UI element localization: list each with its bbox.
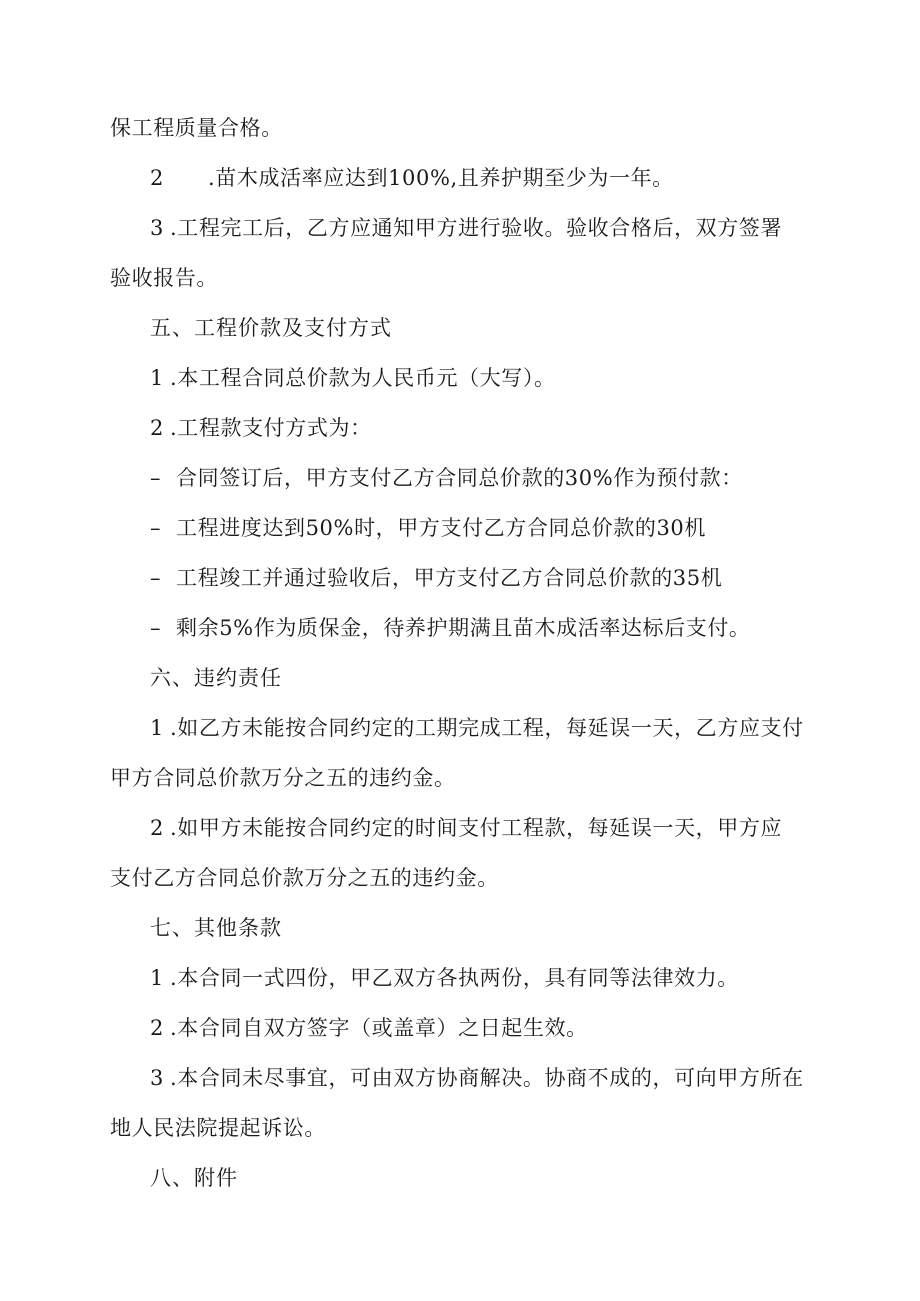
item-text: 合同签订后，甲方支付乙方合同总价款的30%作为预付款：	[176, 466, 743, 490]
item-number: 2	[150, 1016, 164, 1040]
text: 保工程质量合格。	[110, 116, 283, 140]
list-item-quality-2	[150, 163, 674, 193]
item-text: .本合同未尽事宜，可由双方协商解决。协商不成的，可向甲方所在	[170, 1066, 804, 1090]
heading-text: 七、其他条款	[150, 916, 282, 940]
list-item-other-1	[150, 963, 739, 993]
item-number: 1	[150, 716, 164, 740]
list-item-other-2	[150, 1013, 588, 1043]
section-heading-8	[150, 1163, 238, 1193]
paragraph-continuation	[110, 1113, 326, 1143]
item-text: .工程款支付方式为：	[170, 416, 372, 440]
list-item-price-1	[150, 363, 556, 393]
item-text: 剩余5%作为质保金，待养护期满且苗木成活率达标后支付。	[176, 616, 751, 640]
paragraph-continuation	[110, 863, 499, 893]
paragraph-continuation	[110, 263, 218, 293]
text: 地人民法院提起诉讼。	[110, 1116, 326, 1140]
item-text: 工程进度达到50%时，甲方支付乙方合同总价款的30机	[176, 516, 706, 540]
item-text: .本合同一式四份，甲乙双方各执两份，具有同等法律效力。	[170, 966, 739, 990]
bullet-item-retention	[150, 613, 751, 643]
item-text: .本工程合同总价款为人民币元（大写）。	[170, 366, 556, 390]
list-item-liability-1	[150, 713, 804, 743]
item-number: 2	[150, 166, 164, 190]
dash-bullet: –	[150, 466, 162, 490]
item-number: 3	[150, 1066, 164, 1090]
dash-bullet: –	[150, 616, 162, 640]
list-item-liability-2	[150, 813, 782, 843]
section-heading-6	[150, 663, 282, 693]
dash-bullet: –	[150, 516, 162, 540]
list-item-quality-3	[150, 213, 782, 243]
text: 支付乙方合同总价款万分之五的违约金。	[110, 866, 499, 890]
item-number: 2	[150, 416, 164, 440]
section-heading-7	[150, 913, 282, 943]
item-text: .如乙方未能按合同约定的工期完成工程，每延误一天，乙方应支付	[170, 716, 804, 740]
section-heading-5	[150, 313, 392, 343]
item-number: 1	[150, 966, 164, 990]
heading-text: 六、违约责任	[150, 666, 282, 690]
item-text: .本合同自双方签字（或盖章）之日起生效。	[170, 1016, 588, 1040]
item-number: 2	[150, 816, 164, 840]
paragraph-continuation	[110, 763, 456, 793]
text: 验收报告。	[110, 266, 218, 290]
text: 甲方合同总价款万分之五的违约金。	[110, 766, 456, 790]
item-number: 1	[150, 366, 164, 390]
heading-text: 五、工程价款及支付方式	[150, 316, 392, 340]
list-item-price-2	[150, 413, 372, 443]
bullet-item-completion-payment	[150, 563, 722, 593]
item-text: .如甲方未能按合同约定的时间支付工程款，每延误一天，甲方应	[170, 816, 783, 840]
heading-text: 八、附件	[150, 1166, 238, 1190]
item-text: .苗木成活率应达到100%,且养护期至少为一年。	[208, 166, 674, 190]
paragraph-continuation	[110, 113, 283, 143]
list-item-other-3	[150, 1063, 804, 1093]
dash-bullet: –	[150, 566, 162, 590]
item-number: 3	[150, 216, 164, 240]
bullet-item-progress-payment	[150, 513, 706, 543]
item-text: 工程竣工并通过验收后，甲方支付乙方合同总价款的35机	[176, 566, 723, 590]
bullet-item-prepayment	[150, 463, 743, 493]
item-text: .工程完工后，乙方应通知甲方进行验收。验收合格后，双方签署	[170, 216, 783, 240]
